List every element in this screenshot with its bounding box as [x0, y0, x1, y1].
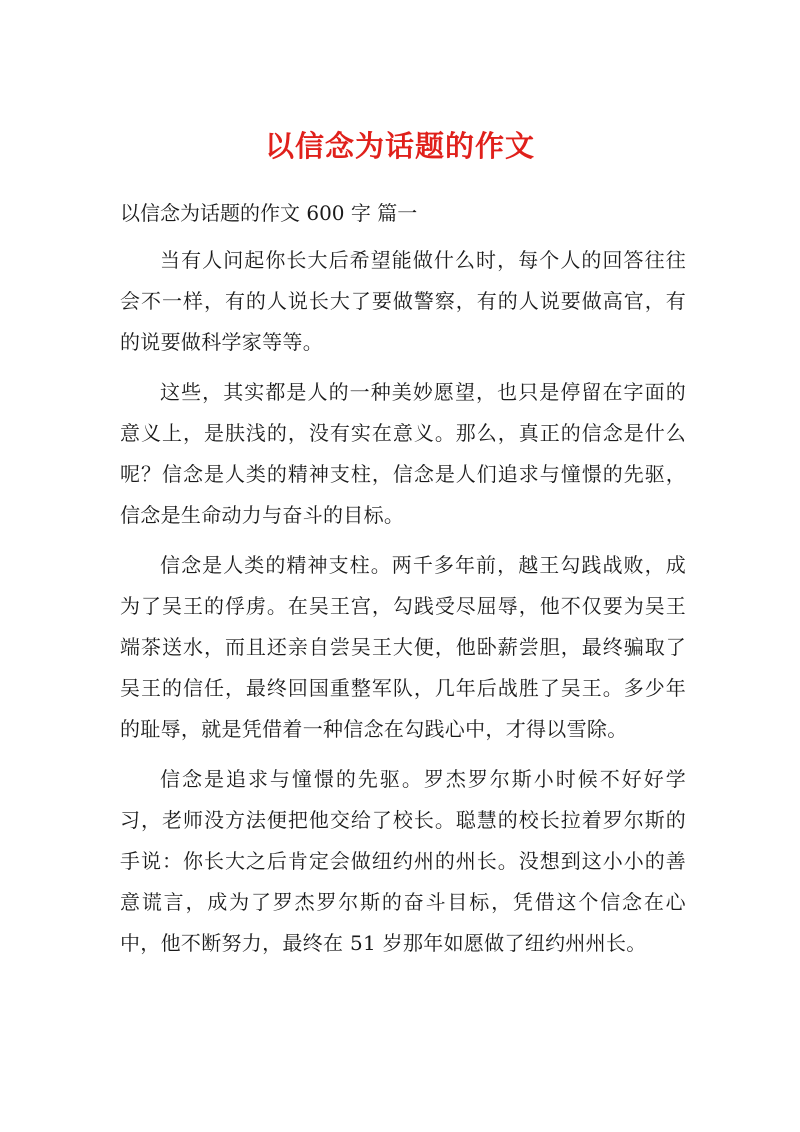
document-title: 以信念为话题的作文 [264, 129, 535, 163]
paragraph-4: 信念是追求与憧憬的先驱。罗杰罗尔斯小时候不好好学习，老师没方法便把他交给了校长。聪慧的校长拉着罗尔斯的手说：你长大之后肯定会做纽约州的州长。没想到这小小的善意谎言，成为了罗杰罗尔斯的奋斗目标，凭借这个信念在心中，他不断努力，最终在 51 岁那年如愿做了纽约州州长。 [120, 767, 686, 955]
paragraph-1: 当有人问起你长大后希望能做什么时，每个人的回答往往会不一样，有的人说长大了要做警察，有的人说要做高官，有的说要做科学家等等。 [120, 248, 686, 354]
paragraph-2: 这些，其实都是人的一种美妙愿望，也只是停留在字面的意义上，是肤浅的，没有实在意义。那么，真正的信念是什么呢？信念是人类的精神支柱，信念是人们追求与憧憬的先驱，信念是生命动力与奋斗的目标。 [120, 380, 686, 527]
body-text [120, 240, 686, 973]
section-heading: 以信念为话题的作文 600 字 篇一 [120, 201, 418, 225]
paragraph-3: 信念是人类的精神支柱。两千多年前，越王勾践战败，成为了吴王的俘虏。在吴王宫，勾践受尽屈辱，他不仅要为吴王端茶送水，而且还亲自尝吴王大便，他卧薪尝胆，最终骗取了吴王的信任，最终回国重整军队，几年后战胜了吴王。多少年的耻辱，就是凭借着一种信念在勾践心中，才得以雪除。 [120, 553, 686, 741]
